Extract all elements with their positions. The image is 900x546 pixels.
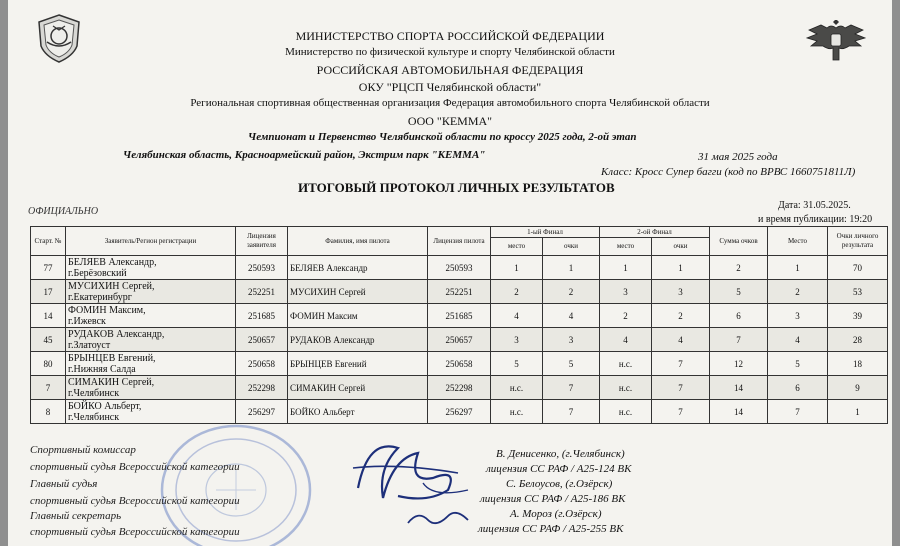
official-mark: ОФИЦИАЛЬНО (28, 206, 99, 217)
role-1-title: спортивный судья Всероссийской категории (30, 461, 240, 473)
publication-time: и время публикации: 19:20 (758, 214, 873, 225)
sum-cell: 14 (710, 376, 768, 400)
header-line-1: МИНИСТЕРСТВО СПОРТА РОССИЙСКОЙ ФЕДЕРАЦИИ (295, 29, 605, 43)
pilot-cell: РУДАКОВ Александр (288, 328, 428, 352)
role-3: Главный секретарь (30, 510, 122, 522)
header-start: Старт. № (31, 227, 66, 256)
applicant-name: МУСИХИН Сергей, (68, 280, 155, 292)
event-date: 31 мая 2025 года (698, 151, 778, 163)
final2-place-cell: н.с. (600, 376, 652, 400)
table-row (31, 328, 888, 352)
license-pilot-cell: 250657 (428, 328, 491, 352)
applicant-region: г.Златоуст (68, 339, 111, 351)
result-points-cell: 1 (828, 400, 888, 424)
applicant-region: г.Ижевск (68, 315, 106, 327)
final1-points-cell: 1 (543, 256, 600, 280)
license-applicant-cell: 252251 (236, 280, 288, 304)
final1-place-cell: 5 (491, 352, 543, 376)
header-f1-points: очки (543, 238, 600, 256)
sum-cell: 2 (710, 256, 768, 280)
results-table (30, 226, 888, 424)
license-applicant-cell: 256297 (236, 400, 288, 424)
header-line-5: Региональная спортивная общественная организация Федерация автомобильного спорта Челябинской области (190, 97, 710, 109)
license-1: лицензия СС РАФ / А25-124 ВК (486, 463, 632, 475)
final1-points-cell: 7 (543, 400, 600, 424)
applicant-region: г.Екатеринбург (68, 291, 132, 303)
header-applicant: Заявитель/Регион регистрации (66, 227, 236, 256)
final1-points-cell: 2 (543, 280, 600, 304)
final2-place-cell: н.с. (600, 400, 652, 424)
header-result-points: Очки личного результата (828, 227, 888, 256)
final2-points-cell: 1 (652, 256, 710, 280)
license-applicant-cell: 250658 (236, 352, 288, 376)
license-pilot-cell: 251685 (428, 304, 491, 328)
pilot-cell: СИМАКИН Сергей (288, 376, 428, 400)
result-points-cell: 53 (828, 280, 888, 304)
license-pilot-cell: 252298 (428, 376, 491, 400)
start-cell: 80 (31, 352, 66, 376)
place-cell: 2 (768, 280, 828, 304)
header-line-3: РОССИЙСКАЯ АВТОМОБИЛЬНАЯ ФЕДЕРАЦИЯ (316, 63, 584, 77)
applicant-cell (66, 328, 236, 352)
license-pilot-cell: 250593 (428, 256, 491, 280)
final2-points-cell: 7 (652, 400, 710, 424)
table-row (31, 304, 888, 328)
start-cell: 7 (31, 376, 66, 400)
sum-cell: 7 (710, 328, 768, 352)
final1-points-cell: 5 (543, 352, 600, 376)
pilot-cell: ФОМИН Максим (288, 304, 428, 328)
applicant-name: БРЫНЦЕВ Евгений, (68, 352, 156, 364)
header-license-applicant: Лицензия заявителя (236, 227, 288, 256)
place-cell: 6 (768, 376, 828, 400)
header-line-4: ОКУ "РЦСП Челябинской области" (358, 80, 542, 94)
header-f1-place: место (491, 238, 543, 256)
result-points-cell: 70 (828, 256, 888, 280)
result-points-cell: 39 (828, 304, 888, 328)
final2-place-cell: 4 (600, 328, 652, 352)
header-line-6: ООО "КЕММА" (407, 114, 493, 128)
pilot-cell: БРЫНЦЕВ Евгений (288, 352, 428, 376)
person-1: В. Денисенко, (г.Челябинск) (496, 448, 625, 460)
role-2: Главный судья (30, 478, 98, 490)
judge-signature (338, 428, 488, 538)
applicant-name: ФОМИН Максим, (68, 304, 146, 316)
final1-points-cell: 4 (543, 304, 600, 328)
result-points-cell: 28 (828, 328, 888, 352)
applicant-name: БЕЛЯЕВ Александр, (68, 256, 157, 268)
table-row (31, 376, 888, 400)
header-f2-place: место (600, 238, 652, 256)
final2-place-cell: н.с. (600, 352, 652, 376)
person-2: С. Белоусов, (г.Озёрск) (506, 478, 613, 490)
final1-points-cell: 7 (543, 376, 600, 400)
pilot-cell: БОЙКО Альберт (288, 400, 428, 424)
license-applicant-cell: 250593 (236, 256, 288, 280)
pilot-cell: БЕЛЯЕВ Александр (288, 256, 428, 280)
final2-points-cell: 7 (652, 352, 710, 376)
table-row (31, 280, 888, 304)
header-final-1: 1-ый Финал (491, 227, 600, 238)
result-points-cell: 9 (828, 376, 888, 400)
final1-place-cell: н.с. (491, 376, 543, 400)
applicant-cell (66, 376, 236, 400)
license-pilot-cell: 252251 (428, 280, 491, 304)
role-1: Спортивный комиссар (30, 444, 136, 456)
sum-cell: 14 (710, 400, 768, 424)
place-cell: 7 (768, 400, 828, 424)
license-applicant-cell: 252298 (236, 376, 288, 400)
final1-place-cell: 4 (491, 304, 543, 328)
protocol-sheet (8, 0, 892, 546)
place-cell: 3 (768, 304, 828, 328)
table-row (31, 352, 888, 376)
final2-points-cell: 4 (652, 328, 710, 352)
class-line: Класс: Кросс Супер багги (код по ВРВС 1660751811Л) (601, 166, 856, 178)
final1-place-cell: 3 (491, 328, 543, 352)
start-cell: 8 (31, 400, 66, 424)
role-3-title: спортивный судья Всероссийской категории (30, 526, 240, 538)
role-2-title: спортивный судья Всероссийской категории (30, 495, 240, 507)
header-sum: Сумма очков (710, 227, 768, 256)
sum-cell: 6 (710, 304, 768, 328)
place-cell: 5 (768, 352, 828, 376)
person-3: А. Мороз (г.Озёрск) (510, 508, 602, 520)
place-cell: 1 (768, 256, 828, 280)
license-applicant-cell: 251685 (236, 304, 288, 328)
applicant-cell (66, 256, 236, 280)
final1-place-cell: 2 (491, 280, 543, 304)
sum-cell: 12 (710, 352, 768, 376)
header-line-2: Министерство по физической культуре и спорту Челябинской области (285, 46, 615, 58)
license-applicant-cell: 250657 (236, 328, 288, 352)
applicant-name: СИМАКИН Сергей, (68, 376, 155, 388)
header-license-pilot: Лицензия пилота (428, 227, 491, 256)
sum-cell: 5 (710, 280, 768, 304)
header-final-2: 2-ой Финал (600, 227, 710, 238)
license-2: лицензия СС РАФ / А25-186 ВК (480, 493, 626, 505)
header-place: Место (768, 227, 828, 256)
publication-date: Дата: 31.05.2025. (778, 200, 851, 211)
start-cell: 45 (31, 328, 66, 352)
applicant-cell (66, 280, 236, 304)
applicant-cell (66, 304, 236, 328)
applicant-region: г.Берёзовский (68, 267, 127, 279)
start-cell: 77 (31, 256, 66, 280)
result-points-cell: 18 (828, 352, 888, 376)
start-cell: 17 (31, 280, 66, 304)
applicant-name: РУДАКОВ Александр, (68, 328, 165, 340)
event-venue: Челябинская область, Красноармейский район, Экстрим парк "КЕММА" (123, 149, 486, 161)
final2-points-cell: 3 (652, 280, 710, 304)
place-cell: 4 (768, 328, 828, 352)
event-title: Чемпионат и Первенство Челябинской области по кроссу 2025 года, 2-ой этап (248, 131, 637, 143)
license-pilot-cell: 250658 (428, 352, 491, 376)
header-f2-points: очки (652, 238, 710, 256)
license-pilot-cell: 256297 (428, 400, 491, 424)
applicant-region: г.Нижняя Салда (68, 363, 136, 375)
final2-points-cell: 7 (652, 376, 710, 400)
applicant-cell (66, 352, 236, 376)
final1-place-cell: 1 (491, 256, 543, 280)
final2-points-cell: 2 (652, 304, 710, 328)
pilot-cell: МУСИХИН Сергей (288, 280, 428, 304)
final2-place-cell: 2 (600, 304, 652, 328)
applicant-region: г.Челябинск (68, 411, 120, 423)
final1-place-cell: н.с. (491, 400, 543, 424)
final2-place-cell: 3 (600, 280, 652, 304)
final2-place-cell: 1 (600, 256, 652, 280)
start-cell: 14 (31, 304, 66, 328)
table-row (31, 256, 888, 280)
protocol-title: ИТОГОВЫЙ ПРОТОКОЛ ЛИЧНЫХ РЕЗУЛЬТАТОВ (298, 180, 615, 195)
header-pilot: Фамилия, имя пилота (288, 227, 428, 256)
final1-points-cell: 3 (543, 328, 600, 352)
license-3: лицензия СС РАФ / А25-255 ВК (478, 523, 624, 535)
applicant-name: БОЙКО Альберт, (68, 400, 142, 412)
applicant-region: г.Челябинск (68, 387, 120, 399)
